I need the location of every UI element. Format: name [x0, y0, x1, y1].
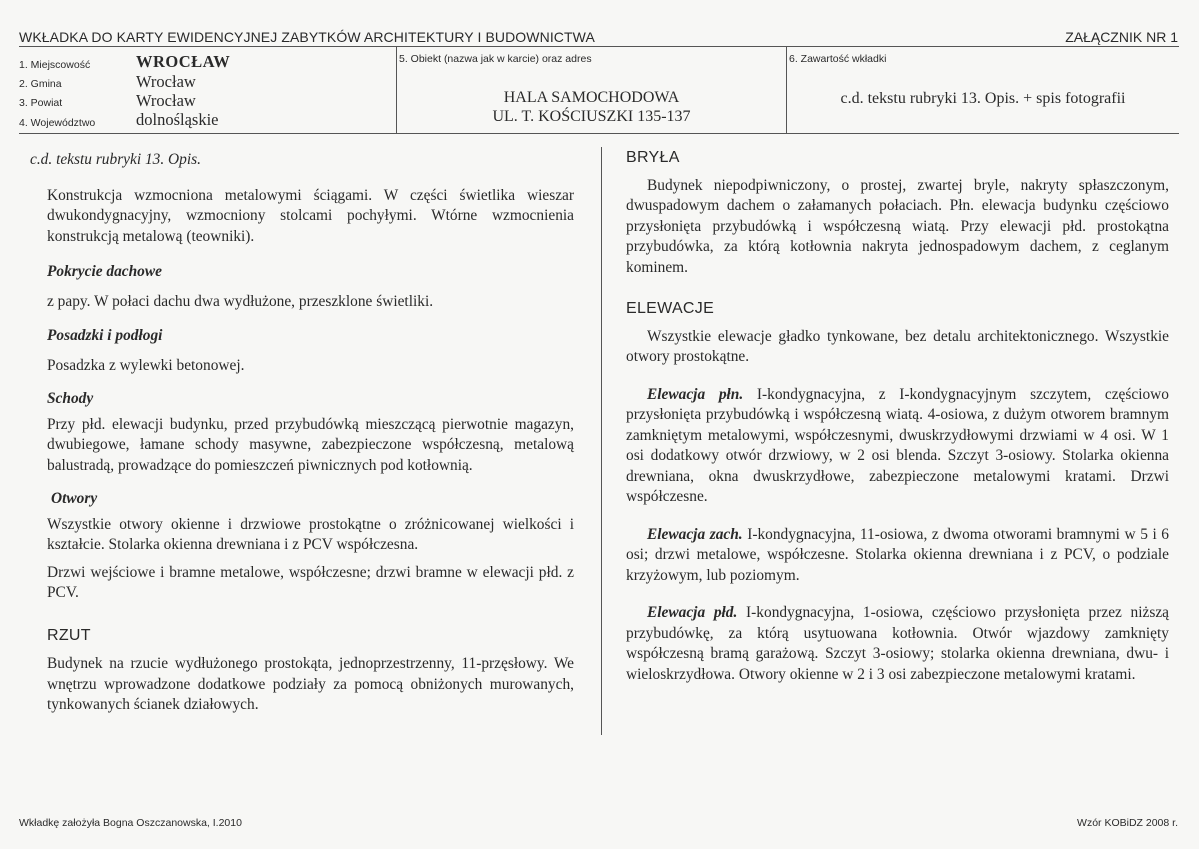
continuation-note: c.d. tekstu rubryki 13. Opis.: [30, 151, 201, 168]
miejscowosc-label: 1. Miejscowość: [19, 59, 91, 71]
author-note: Wkładkę założyła Bogna Oszczanowska, I.2010: [19, 817, 242, 829]
plan-heading: RZUT: [47, 626, 91, 644]
gmina-value: Wrocław: [136, 72, 196, 91]
object-title: HALA SAMOCHODOWA: [503, 89, 680, 106]
south-elevation-text: I-kondygnacyjna, 1-osiowa, częściowo przysłonięta przez niższą przybudówkę, za którą usytuowana kotłownia. Otwór wjazdowy zamknięty współczesną bramą garażową. Szczyt 3-osiowy; stolarka okienna drewniana, dwu- i wieloskrzydłowa. Otwory okienne w 2 i 3 osi zabezpieczone metalowymi kratami.: [626, 604, 1170, 683]
powiat-value: Wrocław: [136, 91, 196, 110]
south-elevation-lead: Elewacja płd.: [647, 604, 738, 621]
template-note: Wzór KOBiDZ 2008 r.: [1077, 817, 1178, 829]
north-elevation-paragraph: [626, 385, 1169, 508]
right-column: [626, 148, 1169, 685]
west-elevation-paragraph: [626, 525, 1169, 587]
contents-value: c.d. tekstu rubryki 13. Opis. + spis fotografii: [840, 90, 1126, 107]
header-top-rule: [19, 46, 1179, 47]
openings-heading: Otwory: [51, 490, 98, 507]
left-column: [30, 150, 574, 716]
elevations-heading: ELEWACJE: [626, 300, 715, 317]
form-title: WKŁADKA DO KARTY EWIDENCYJNEJ ZABYTKÓW ARCHITEKTURY I BUDOWNICTWA: [19, 29, 595, 45]
roof-paragraph: z papy. W połaci dachu dwa wydłużone, przeszklone świetliki.: [47, 292, 434, 310]
wojewodztwo-value: dolnośląskie: [136, 110, 219, 129]
roof-heading: Pokrycie dachowe: [47, 263, 162, 280]
object-name: [397, 88, 786, 126]
stairs-paragraph: Przy płd. elewacji budynku, przed przybudówką mieszczącą pierwotnie magazyn, dwubiegowe, łamane schody masywne, zabezpieczone współczesną, metalową balustradą, prowadzące do pomieszczeń piwnicznych pod kotłownią.: [47, 415, 574, 474]
miejscowosc-value: WROCŁAW: [136, 52, 231, 71]
floor-heading: Posadzki i podłogi: [47, 327, 163, 344]
object-label: 5. Obiekt (nazwa jak w karcie) oraz adres: [399, 53, 592, 65]
header-bottom-rule: [19, 133, 1179, 134]
mass-paragraph: Budynek niepodpiwniczony, o prostej, zwartej bryle, nakryty spłaszczonym, dwuspadowym dachem o załamanych połaciach. Płn. elewacja budynku częściowo przysłonięta przybudówką i współczesną wiatą. Przy elewacji płd. prostokątna przybudówka, za którą kotłownia nakryta jednospadowym dachem, z ceglanym kominem.: [626, 176, 1169, 276]
plan-paragraph: Budynek na rzucie wydłużonego prostokąta, jednoprzestrzenny, 11-przęsłowy. We wnętrzu wprowadzone dodatkowe podziały za pomocą obniżonych murowanych, tynkowanych ścianek działowych.: [47, 655, 574, 713]
stairs-heading: Schody: [47, 390, 94, 407]
floor-paragraph: Posadzka z wylewki betonowej.: [47, 356, 245, 374]
column-divider: [601, 147, 602, 735]
powiat-label: 3. Powiat: [19, 97, 63, 109]
wojewodztwo-label: 4. Województwo: [19, 117, 96, 129]
west-elevation-text: I-kondygnacyjna, 11-osiowa, z dwoma otworami bramnymi w 5 i 6 osi; drzwi metalowe, współczesne. Stolarka okienna drewniana i z PCV, o podziale krzyżowym, lub poziomym.: [626, 525, 1169, 584]
south-elevation-paragraph: [626, 603, 1169, 685]
openings-paragraph-1: Wszystkie otwory okienne i drzwiowe prostokątne o zróżnicowanej wielkości i kształcie. Stolarka okienna drewniana i z PCV współczesna.: [47, 515, 574, 553]
annex-number: ZAŁĄCZNIK NR 1: [1065, 29, 1178, 45]
elevations-paragraph: Wszystkie elewacje gładko tynkowane, bez detalu architektonicznego. Wszystkie otwory prostokątne.: [626, 327, 1169, 365]
contents-label: 6. Zawartość wkładki: [789, 53, 887, 65]
object-address: UL. T. KOŚCIUSZKI 135-137: [492, 108, 691, 125]
north-elevation-text: I-kondygnacyjna, z I-kondygnacyjnym szczytem, częściowo przysłonięta przybudówką i współczesną wiatą. 4-osiowa, z dużym otworem bramnym zamkniętym metalowymi, współczesnymi, dwuskrzydłowymi drzwiami w 4 osi. W 1 osi dodatkowy otwór drzwiowy, w 2 osi blenda. Szczyt 3-osiowy. Stolarka okienna drewniana, okna dwuskrzydłowe, zabezpieczone metalowymi kratami. Drzwi współczesne.: [626, 385, 1169, 505]
west-elevation-lead: Elewacja zach.: [647, 525, 743, 543]
gmina-label: 2. Gmina: [19, 78, 62, 90]
mass-heading: BRYŁA: [626, 149, 680, 166]
north-elevation-lead: Elewacja płn.: [647, 385, 744, 403]
construction-paragraph: Konstrukcja wzmocniona metalowymi ściągami. W części świetlika wieszar dwukondygnacyjny, wzmocniony stolcami pochyłymi. Wtórne wzmocnienia konstrukcją metalową (teowniki).: [47, 186, 574, 245]
openings-paragraph-2: Drzwi wejściowe i bramne metalowe, współczesne; drzwi bramne w elewacji płd. z PCV.: [47, 563, 574, 601]
